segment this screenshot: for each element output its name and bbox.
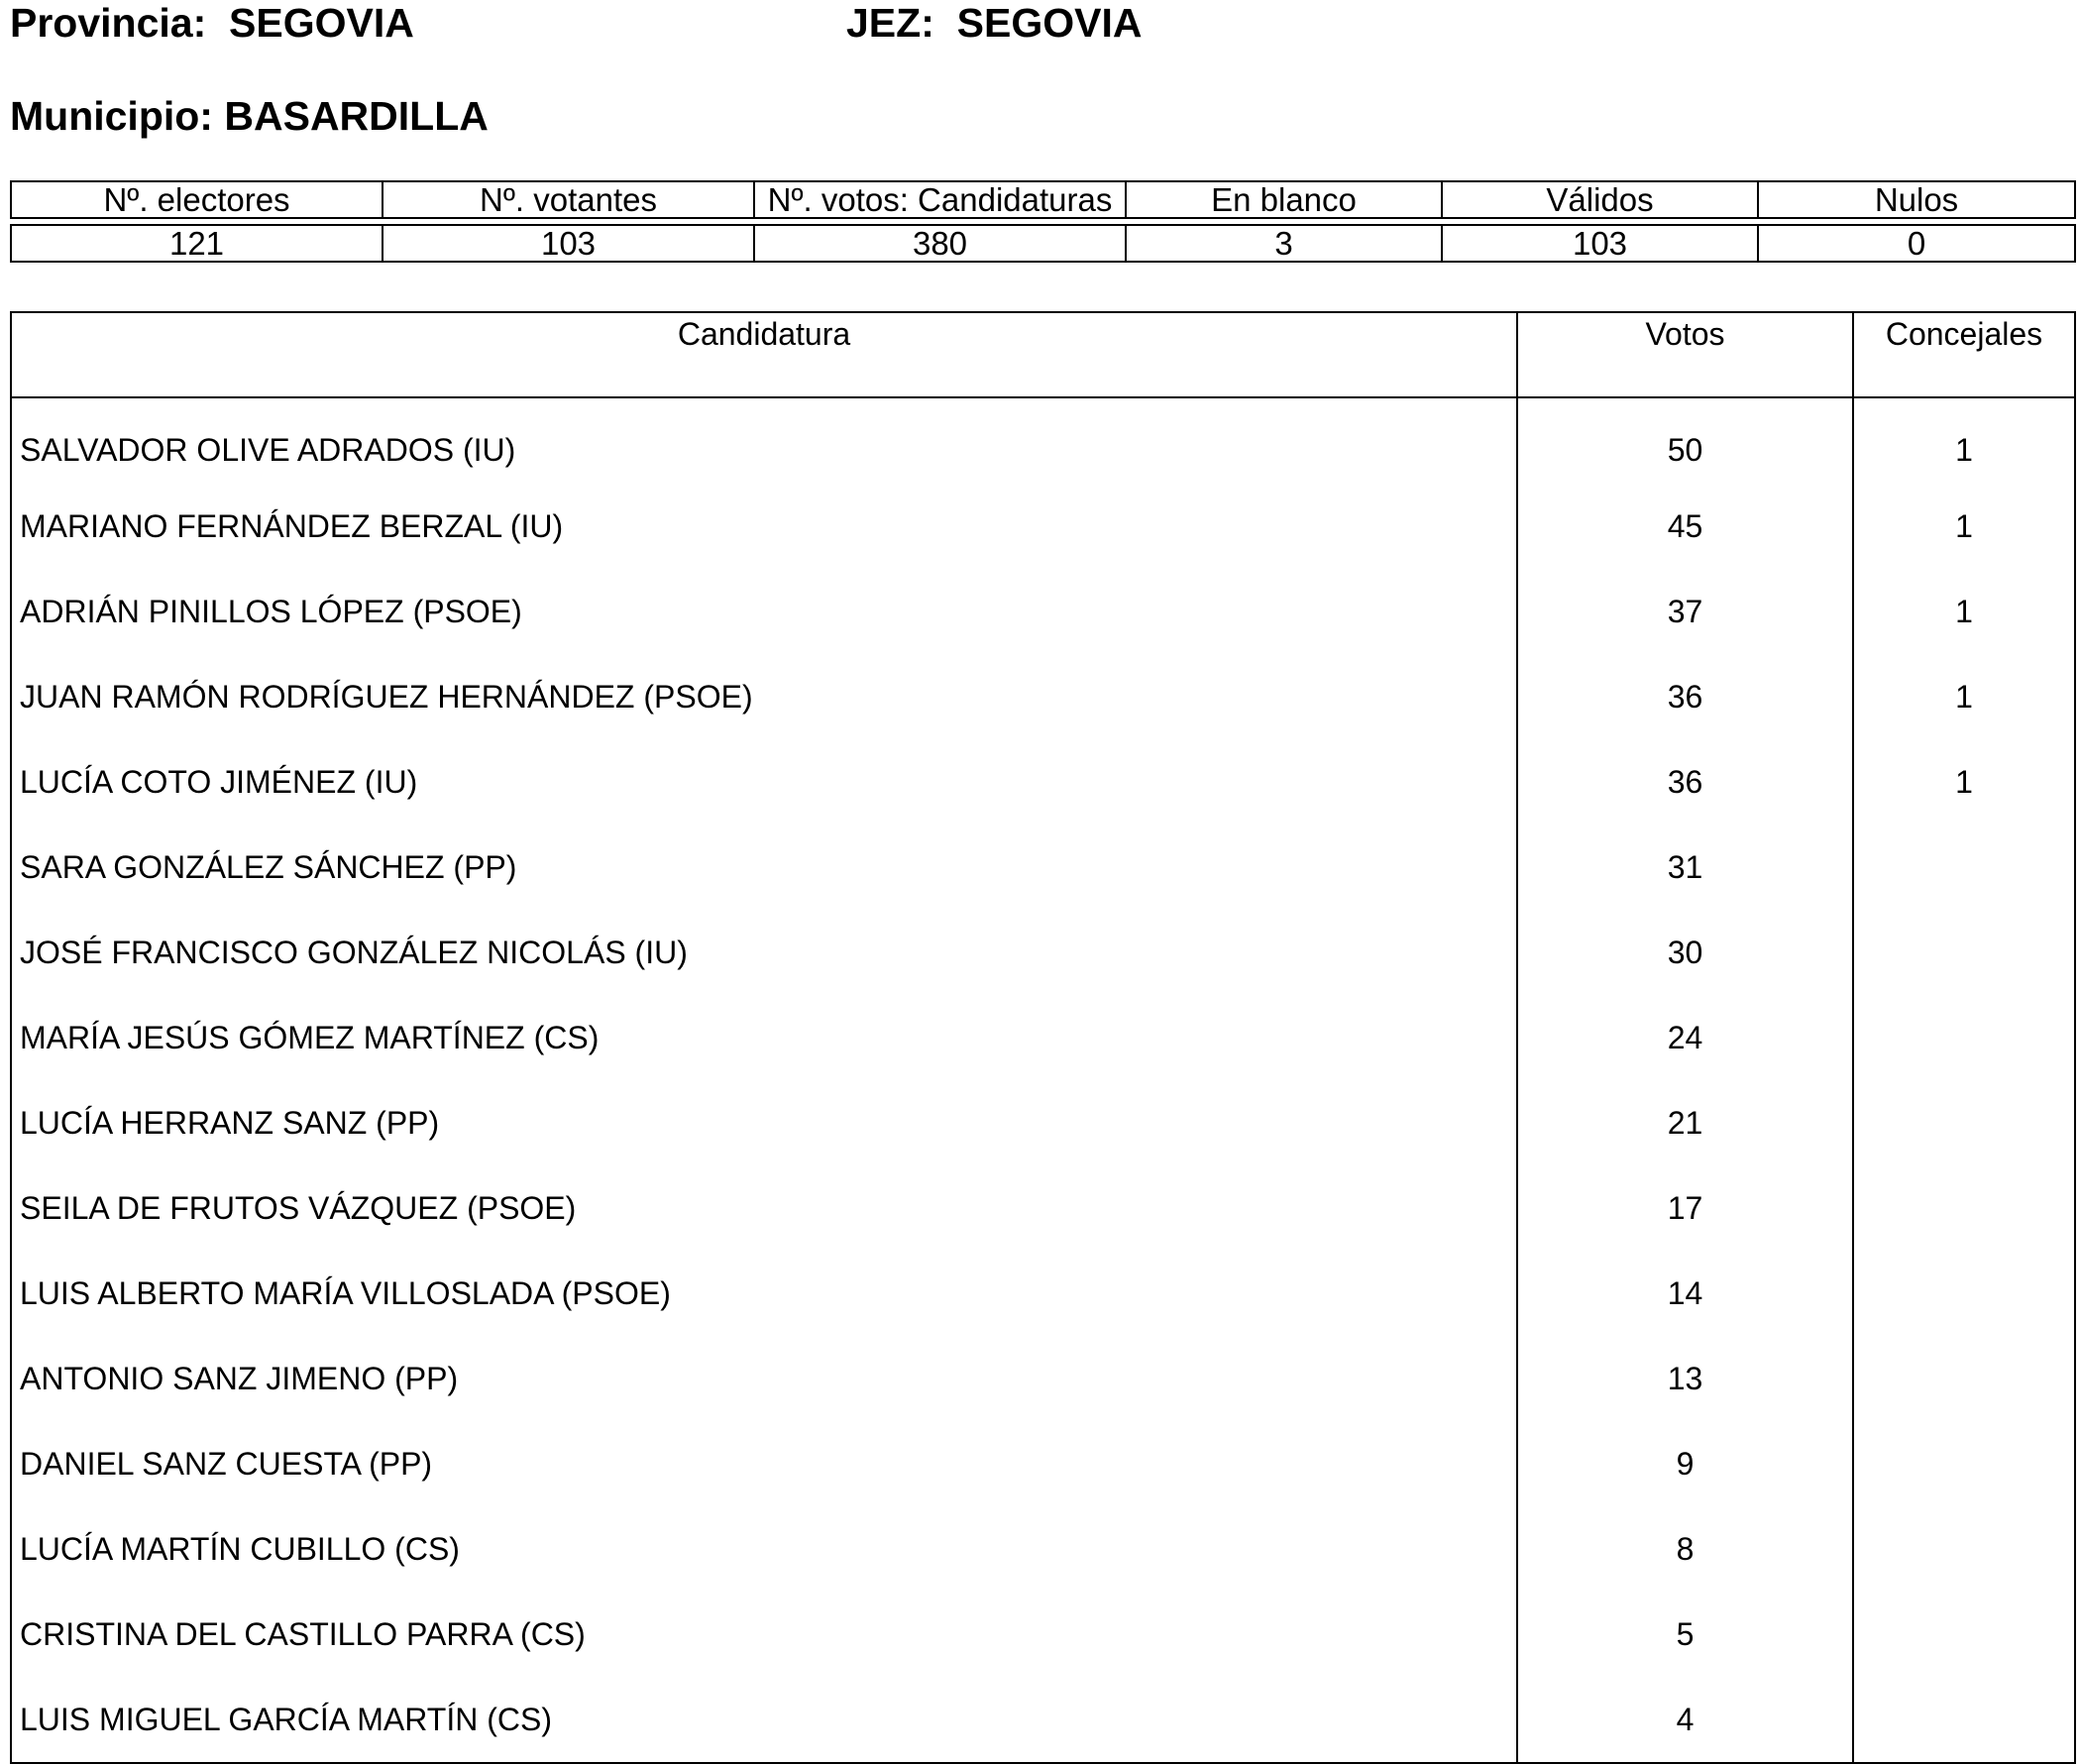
table-row xyxy=(11,1592,2075,1677)
candidate-name: LUIS ALBERTO MARÍA VILLOSLADA (PSOE) xyxy=(20,1274,671,1311)
summary-header-validos: Válidos xyxy=(1442,181,1758,218)
candidate-name: ANTONIO SANZ JIMENO (PP) xyxy=(20,1360,459,1396)
candidate-votes: 13 xyxy=(1517,1336,1853,1421)
candidate-seats: 1 xyxy=(1853,569,2075,654)
candidate-seats: 1 xyxy=(1853,654,2075,739)
candidate-name: LUIS MIGUEL GARCÍA MARTÍN (CS) xyxy=(20,1701,552,1737)
candidate-votes: 24 xyxy=(1517,995,1853,1080)
candidate-votes: 36 xyxy=(1517,739,1853,825)
table-row xyxy=(11,1336,2075,1421)
candidate-name: LUCÍA MARTÍN CUBILLO (CS) xyxy=(20,1530,460,1567)
table-row xyxy=(11,1251,2075,1336)
municipio-label: Municipio: xyxy=(10,93,213,139)
candidate-votes: 37 xyxy=(1517,569,1853,654)
candidate-votes: 45 xyxy=(1517,484,1853,569)
jez-value: SEGOVIA xyxy=(956,0,1143,46)
summary-header-votos-candidaturas: Nº. votos: Candidaturas xyxy=(754,181,1126,218)
table-row xyxy=(11,1080,2075,1165)
municipio-heading xyxy=(10,93,489,140)
candidate-seats xyxy=(1853,1506,2075,1592)
table-row xyxy=(11,1421,2075,1506)
candidate-seats: 1 xyxy=(1853,397,2075,484)
candidate-seats xyxy=(1853,1677,2075,1763)
candidate-name: MARIANO FERNÁNDEZ BERZAL (IU) xyxy=(20,507,564,544)
table-row xyxy=(11,397,2075,484)
candidate-name: DANIEL SANZ CUESTA (PP) xyxy=(20,1445,433,1482)
summary-header-electores: Nº. electores xyxy=(11,181,383,218)
candidate-seats xyxy=(1853,1336,2075,1421)
table-row xyxy=(11,995,2075,1080)
candidate-name: JOSÉ FRANCISCO GONZÁLEZ NICOLÁS (IU) xyxy=(20,934,688,970)
candidate-seats xyxy=(1853,995,2075,1080)
candidate-votes: 9 xyxy=(1517,1421,1853,1506)
summary-header-nulos: Nulos xyxy=(1758,181,2075,218)
candidate-votes: 50 xyxy=(1517,397,1853,484)
candidate-name: CRISTINA DEL CASTILLO PARRA (CS) xyxy=(20,1615,586,1652)
candidate-votes: 5 xyxy=(1517,1592,1853,1677)
table-row xyxy=(11,654,2075,739)
candidate-seats: 1 xyxy=(1853,484,2075,569)
candidate-votes: 36 xyxy=(1517,654,1853,739)
results-table xyxy=(10,311,2076,1764)
candidate-seats: 1 xyxy=(1853,739,2075,825)
candidate-name: SEILA DE FRUTOS VÁZQUEZ (PSOE) xyxy=(20,1189,577,1226)
provincia-heading xyxy=(10,0,414,47)
candidate-seats xyxy=(1853,1421,2075,1506)
candidate-seats xyxy=(1853,1251,2075,1336)
summary-header-votantes: Nº. votantes xyxy=(383,181,754,218)
summary-value-row xyxy=(11,225,2075,262)
results-header-votos: Votos xyxy=(1517,312,1853,397)
table-row xyxy=(11,910,2075,995)
candidate-seats xyxy=(1853,1592,2075,1677)
table-row xyxy=(11,825,2075,910)
provincia-label: Provincia: xyxy=(10,0,207,46)
candidate-votes: 21 xyxy=(1517,1080,1853,1165)
results-header-concejales: Concejales xyxy=(1853,312,2075,397)
table-row xyxy=(11,1677,2075,1763)
table-row xyxy=(11,1165,2075,1251)
candidate-seats xyxy=(1853,1080,2075,1165)
candidate-votes: 17 xyxy=(1517,1165,1853,1251)
candidate-seats xyxy=(1853,825,2075,910)
candidate-name: MARÍA JESÚS GÓMEZ MARTÍNEZ (CS) xyxy=(20,1019,600,1055)
municipio-value: BASARDILLA xyxy=(224,93,489,139)
candidate-name: SARA GONZÁLEZ SÁNCHEZ (PP) xyxy=(20,848,517,885)
summary-header-row xyxy=(11,181,2075,218)
summary-value-en-blanco: 3 xyxy=(1126,225,1442,262)
table-row xyxy=(11,739,2075,825)
candidate-votes: 8 xyxy=(1517,1506,1853,1592)
summary-value-votantes: 103 xyxy=(383,225,754,262)
jez-label: JEZ: xyxy=(846,0,934,46)
summary-table xyxy=(10,180,2076,263)
summary-value-nulos: 0 xyxy=(1758,225,2075,262)
table-row xyxy=(11,484,2075,569)
provincia-value: SEGOVIA xyxy=(229,0,414,46)
candidate-votes: 31 xyxy=(1517,825,1853,910)
results-header-candidatura: Candidatura xyxy=(11,312,1517,397)
candidate-name: SALVADOR OLIVE ADRADOS (IU) xyxy=(20,431,516,468)
table-row xyxy=(11,1506,2075,1592)
summary-value-votos-candidaturas: 380 xyxy=(754,225,1126,262)
candidate-name: LUCÍA COTO JIMÉNEZ (IU) xyxy=(20,763,418,800)
candidate-name: ADRIÁN PINILLOS LÓPEZ (PSOE) xyxy=(20,593,522,629)
table-row xyxy=(11,569,2075,654)
candidate-name: LUCÍA HERRANZ SANZ (PP) xyxy=(20,1104,440,1141)
summary-value-validos: 103 xyxy=(1442,225,1758,262)
summary-header-en-blanco: En blanco xyxy=(1126,181,1442,218)
summary-value-electores: 121 xyxy=(11,225,383,262)
candidate-name: JUAN RAMÓN RODRÍGUEZ HERNÁNDEZ (PSOE) xyxy=(20,678,753,715)
candidate-votes: 30 xyxy=(1517,910,1853,995)
candidate-votes: 4 xyxy=(1517,1677,1853,1763)
candidate-seats xyxy=(1853,1165,2075,1251)
candidate-seats xyxy=(1853,910,2075,995)
summary-gap xyxy=(11,218,2075,225)
results-header-row xyxy=(11,312,2075,397)
candidate-votes: 14 xyxy=(1517,1251,1853,1336)
jez-heading xyxy=(846,0,1142,47)
